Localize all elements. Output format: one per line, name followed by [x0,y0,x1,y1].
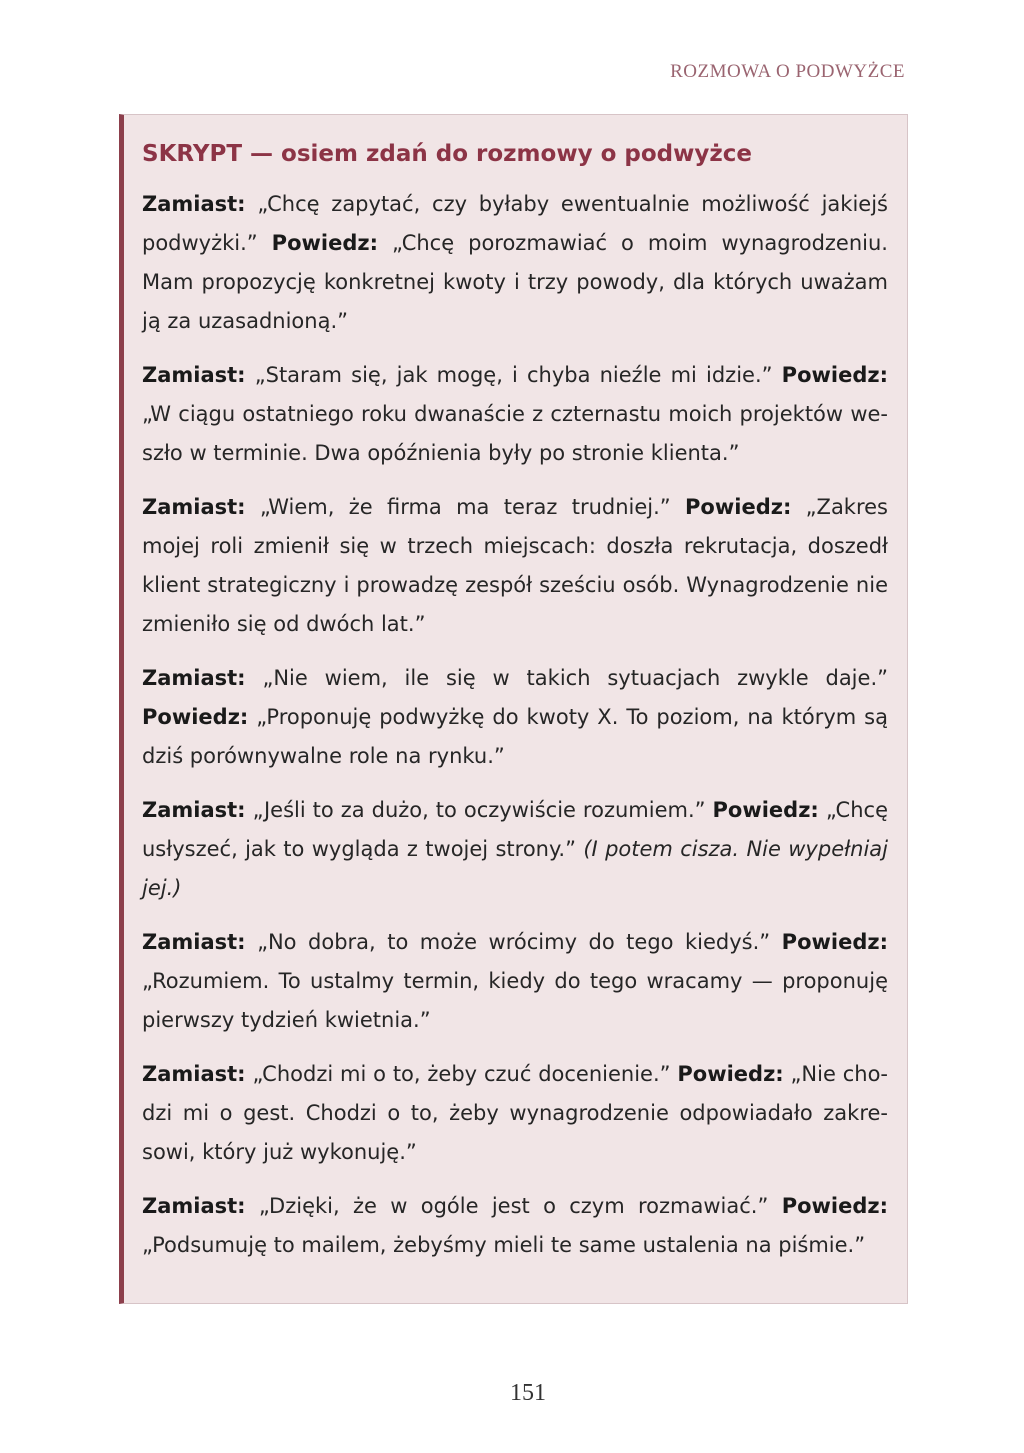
stage-note: (I potem cisza. Nie wypełniaj jej.) [142,837,888,900]
say-text: „Chcę usłyszeć, jak to wygląda z twojej strony.” [142,798,888,861]
say-label: Powiedz: [142,705,249,729]
say-text: „Podsumuję to mailem, żebyśmy mieli te same ustalenia na piśmie.” [142,1233,866,1257]
box-title: SKRYPT — osiem zdań do rozmowy o podwyżce [142,141,752,167]
say-label: Powiedz: [781,363,888,387]
script-entry [142,1187,888,1265]
instead-text: „No dobra, to może wrócimy do tego kiedyś.” [257,930,771,954]
script-entry [142,791,888,908]
instead-label: Zamiast: [142,1194,246,1218]
instead-label: Zamiast: [142,930,246,954]
instead-label: Zamiast: [142,1062,246,1086]
script-entry [142,659,888,776]
instead-text: „Nie wiem, ile się w takich sytuacjach zwykle daje.” [262,666,888,690]
say-text: „Rozumiem. To ustalmy termin, kiedy do tego wracamy — proponuję pierwszy tydzień kwietnia.” [142,969,888,1032]
say-text: „W ciągu ostatniego roku dwanaście z czternastu moich projektów weszło w terminie. Dwa opóźnienia były po stronie klienta.” [142,402,888,465]
instead-text: „Wiem, że firma ma teraz trudniej.” [259,495,671,519]
script-entry [142,356,888,473]
instead-label: Zamiast: [142,666,246,690]
say-text: „Chcę porozmawiać o moim wynagrodzeniu. Mam propozycję konkretnej kwoty i trzy powody, dla których uważam ją za uzasadnioną.” [142,231,888,333]
say-label: Powiedz: [712,798,819,822]
say-label: Powiedz: [685,495,792,519]
say-label: Powiedz: [677,1062,784,1086]
script-entry [142,185,888,341]
instead-text: „Jeśli to za dużo, to oczywiście rozumiem.” [252,798,706,822]
instead-label: Zamiast: [142,798,246,822]
say-text: „Zakres mojej roli zmienił się w trzech miejscach: doszła rekrutacja, doszedł klient strategiczny i prowadzę zespół sześciu osób. Wynagrodzenie nie zmieniło się od dwóch lat.” [142,495,889,636]
script-entry [142,923,888,1040]
script-box [119,114,908,1304]
say-label: Powiedz: [781,930,888,954]
instead-text: „Chodzi mi o to, żeby czuć docenienie.” [252,1062,671,1086]
instead-text: „Staram się, jak mogę, i chyba nieźle mi idzie.” [254,363,773,387]
script-entry [142,488,888,644]
say-label: Powiedz: [781,1194,888,1218]
say-text: „Nie chodzi mi o gest. Chodzi o to, żeby wynagrodzenie odpowiadało zakresowi, który już wykonuję.” [142,1062,888,1164]
script-entry [142,1055,888,1172]
running-header: ROZMOWA O PODWYŻCE [670,61,905,82]
instead-label: Zamiast: [142,363,246,387]
instead-label: Zamiast: [142,495,246,519]
instead-label: Zamiast: [142,192,246,216]
say-text: „Proponuję podwyżkę do kwoty X. To poziom, na którym są dziś porównywalne role na rynku.” [142,705,888,768]
instead-text: „Chcę zapytać, czy byłaby ewentualnie możliwość jakiejś podwyżki.” [142,192,888,255]
say-label: Powiedz: [271,231,378,255]
instead-text: „Dzięki, że w ogóle jest o czym rozmawiać.” [258,1194,769,1218]
page-number: 151 [510,1380,546,1406]
